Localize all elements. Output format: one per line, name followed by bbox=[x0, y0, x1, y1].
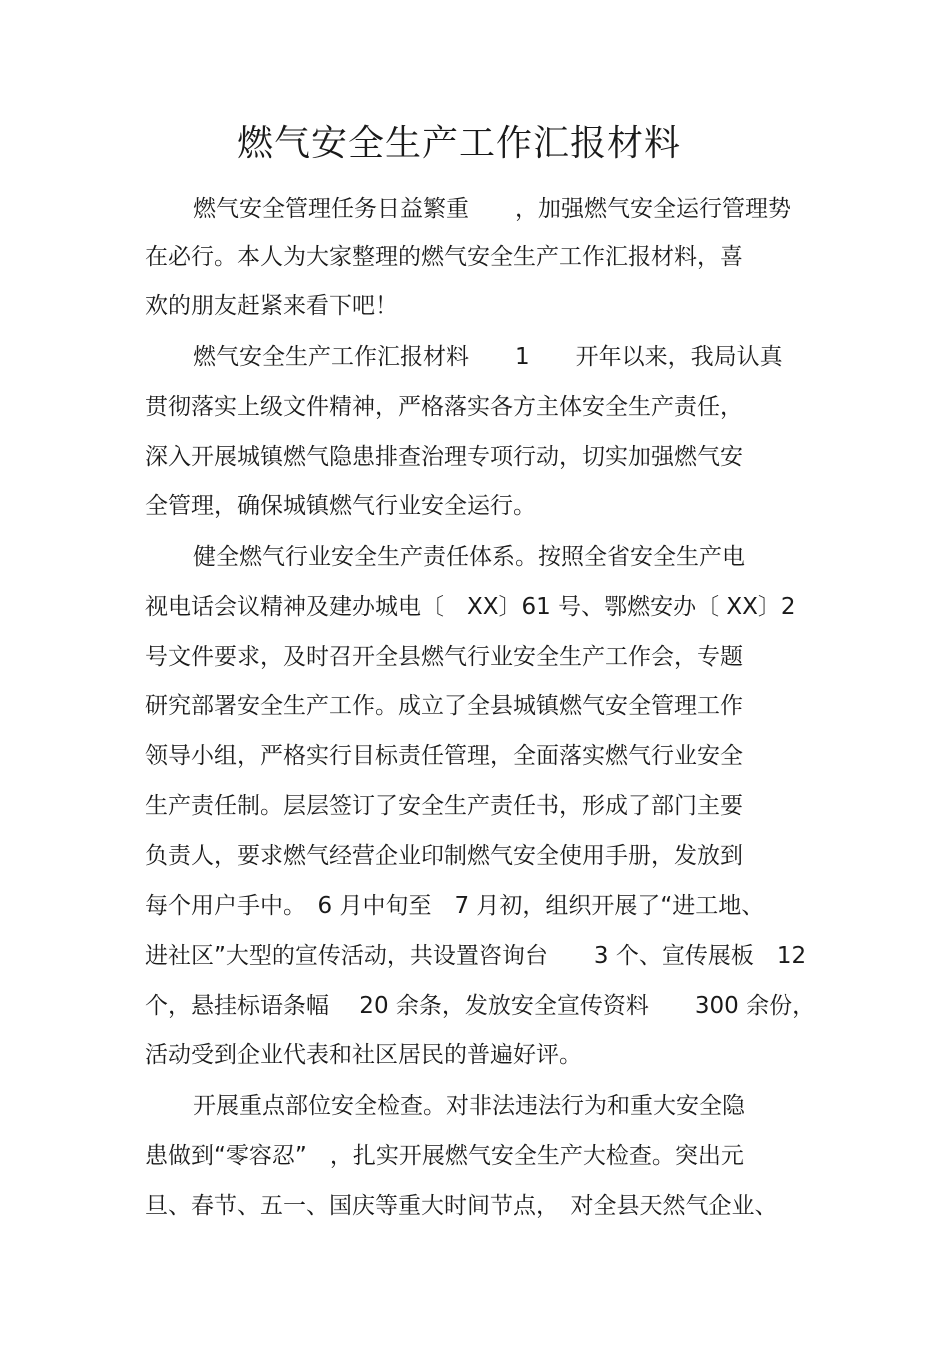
paragraph-line: 号文件要求，及时召开全县燃气行业安全生产工作会，专题 bbox=[145, 644, 743, 670]
paragraph-line: 活动受到企业代表和社区居民的普遍好评。 bbox=[145, 1042, 582, 1068]
paragraph-line: 旦、春节、五一、国庆等重大时间节点， 对全县天然气企业、 bbox=[145, 1193, 778, 1219]
paragraph-line: 贯彻落实上级文件精神，严格落实各方主体安全生产责任， bbox=[145, 394, 743, 420]
paragraph-line: 个，悬挂标语条幅 20 余条，发放安全宣传资料 300 余份， bbox=[145, 993, 816, 1019]
document-title: 燃气安全生产工作汇报材料 bbox=[236, 123, 681, 164]
paragraph-line: 健全燃气行业安全生产责任体系。按照全省安全生产电 bbox=[193, 544, 745, 570]
paragraph-line: 进社区”大型的宣传活动，共设置咨询台 3 个、宣传展板 12 bbox=[145, 943, 807, 969]
paragraph-line: 欢的朋友赶紧来看下吧！ bbox=[145, 293, 398, 319]
paragraph-line: 生产责任制。层层签订了安全生产责任书，形成了部门主要 bbox=[145, 793, 743, 819]
paragraph-line: 开展重点部位安全检查。对非法违法行为和重大安全隐 bbox=[193, 1093, 745, 1119]
paragraph-line: 每个用户手中。 6 月中旬至 7 月初，组织开展了“进工地、 bbox=[145, 893, 765, 919]
paragraph-line: 全管理，确保城镇燃气行业安全运行。 bbox=[145, 493, 536, 519]
paragraph-line: 在必行。本人为大家整理的燃气安全生产工作汇报材料，喜 bbox=[145, 244, 743, 270]
paragraph-line: 领导小组，严格实行目标责任管理，全面落实燃气行业安全 bbox=[145, 743, 743, 769]
paragraph-line: 燃气安全管理任务日益繁重 ，加强燃气安全运行管理势 bbox=[193, 196, 791, 222]
paragraph-line: 深入开展城镇燃气隐患排查治理专项行动，切实加强燃气安 bbox=[145, 444, 743, 470]
paragraph-line: 负责人，要求燃气经营企业印制燃气安全使用手册，发放到 bbox=[145, 843, 743, 869]
paragraph-line: 患做到“零容忍” ，扎实开展燃气安全生产大检查。突出元 bbox=[145, 1143, 744, 1169]
paragraph-line: 视电话会议精神及建办城电〔 XX〕61 号、鄂燃安办〔 XX〕2 bbox=[145, 594, 796, 620]
paragraph-line: 研究部署安全生产工作。成立了全县城镇燃气安全管理工作 bbox=[145, 693, 743, 719]
paragraph-line: 燃气安全生产工作汇报材料 1 开年以来，我局认真 bbox=[193, 344, 783, 370]
